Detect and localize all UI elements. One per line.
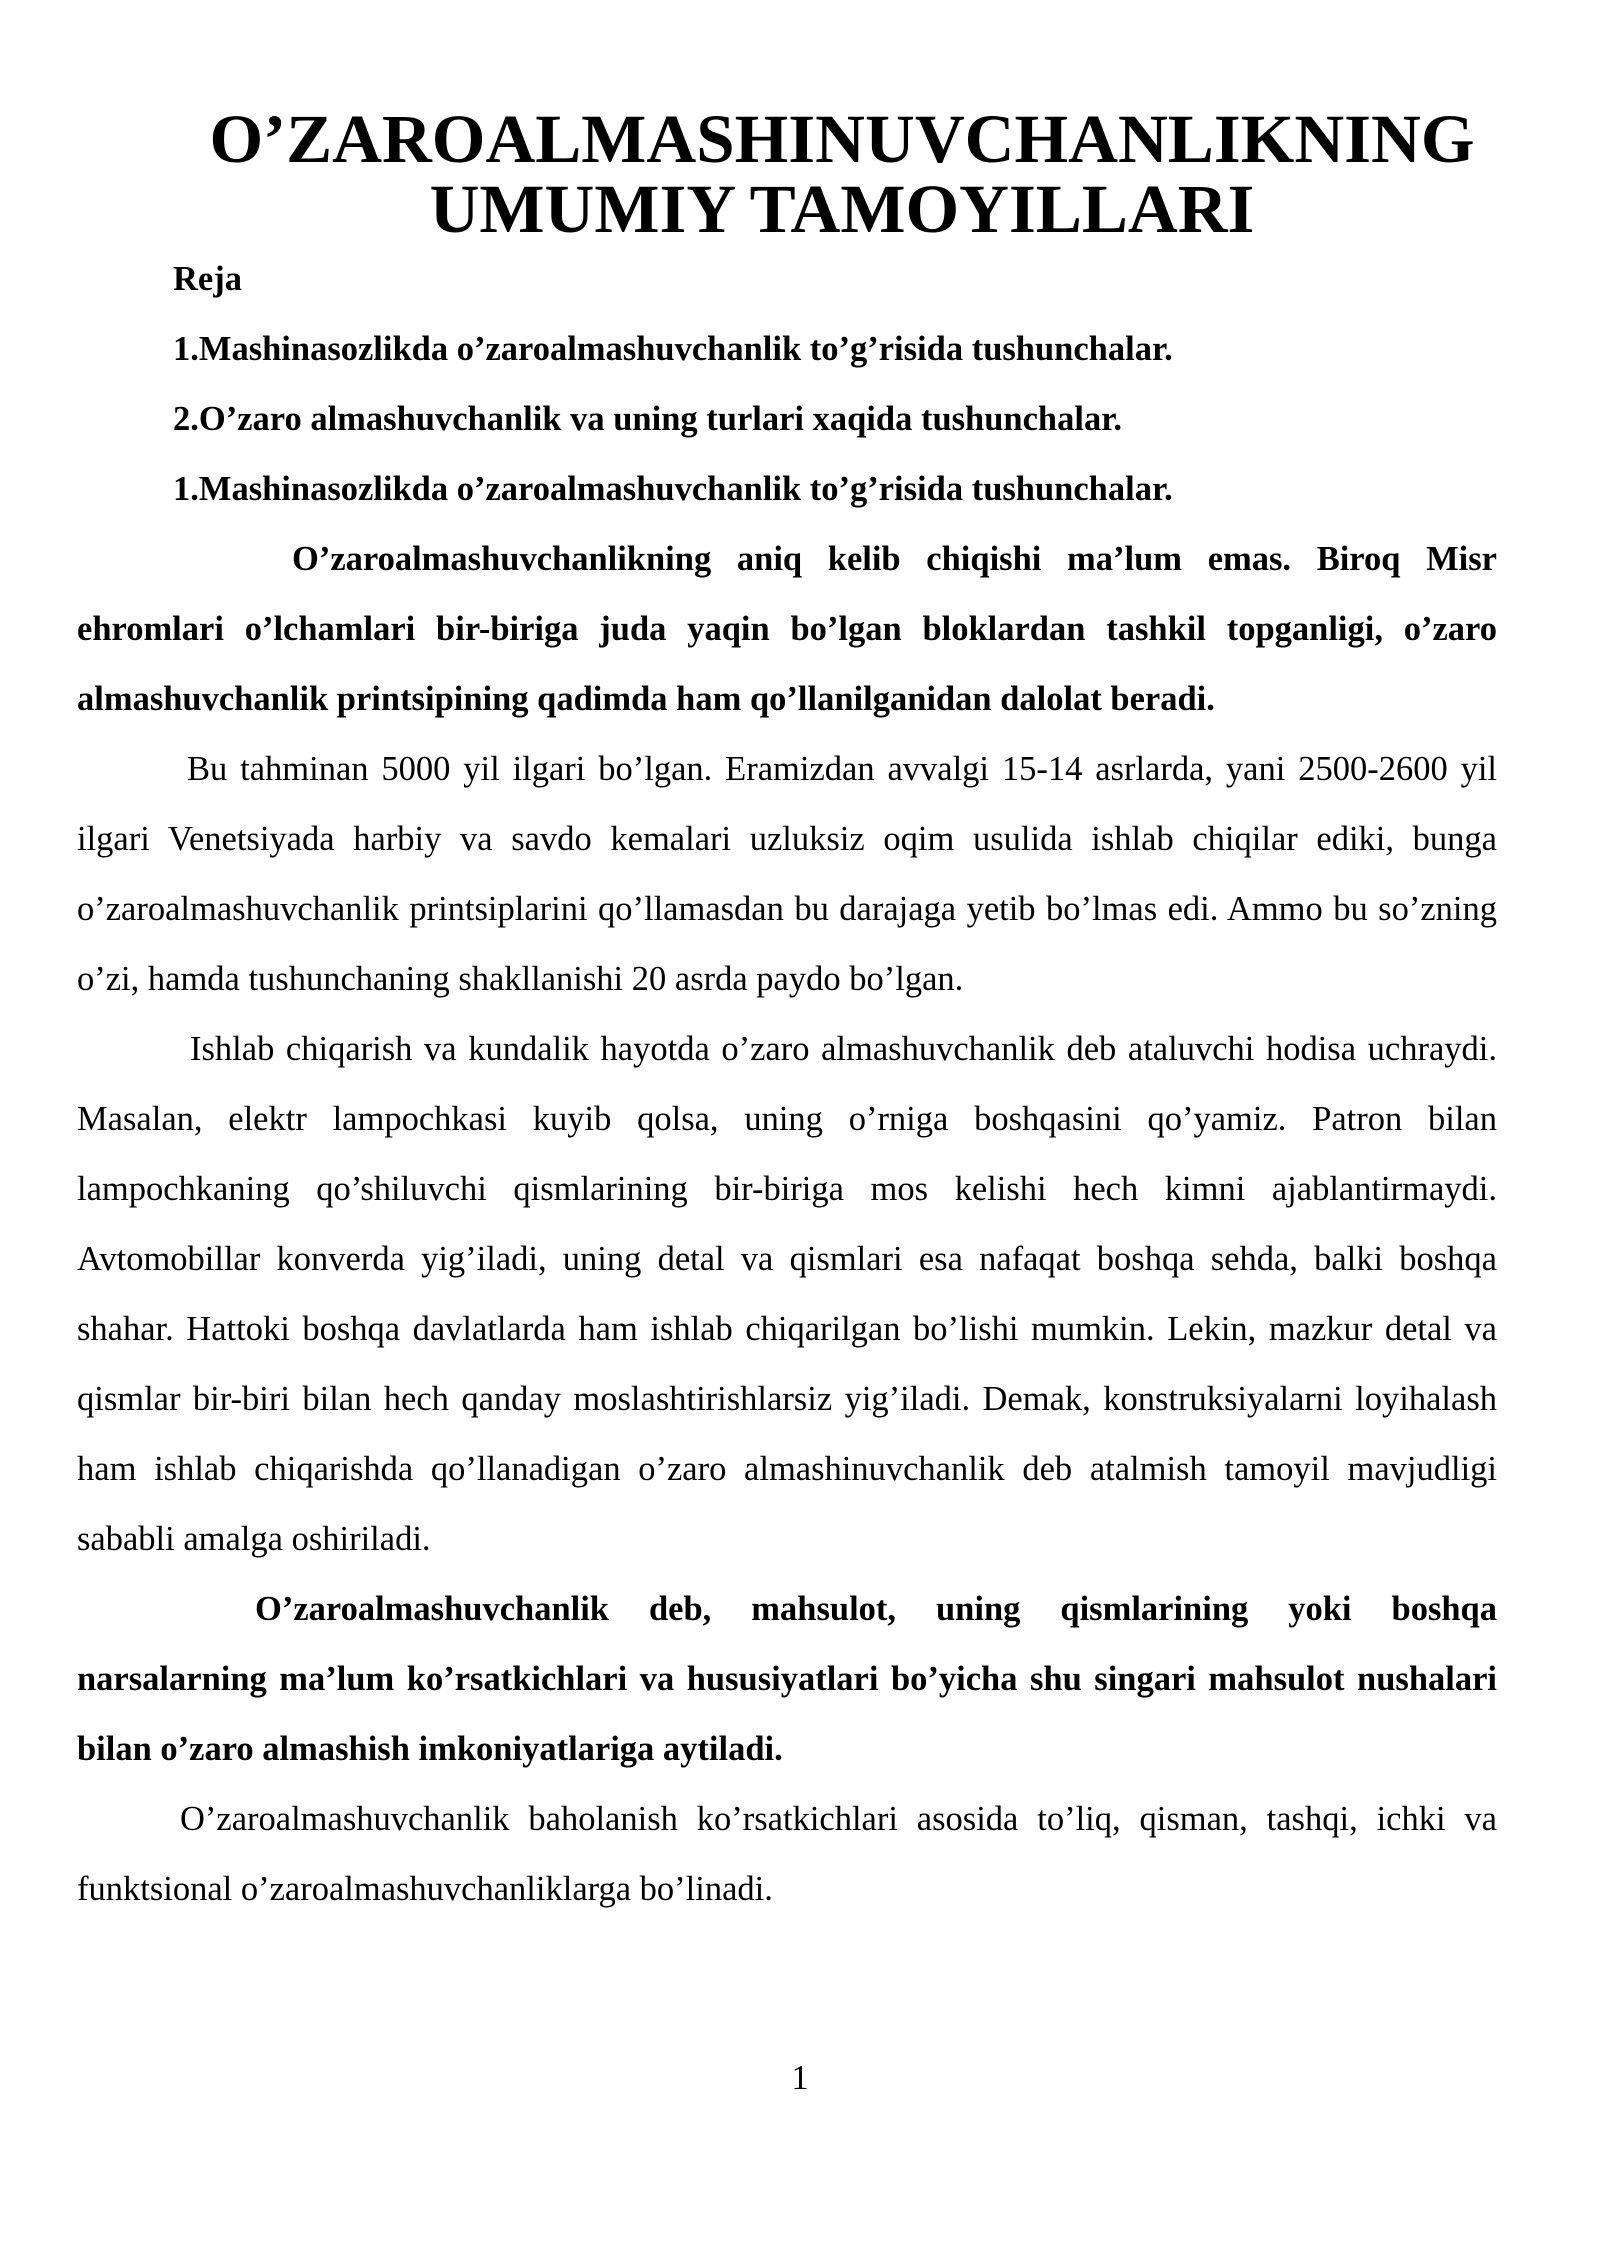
paragraph-history: Bu tahminan 5000 yil ilgari bo’lgan. Eramizdan avvalgi 15-14 asrlarda, yani 2500-2600 yil ilgari Venetsiyada harbiy va savdo kemalari uzluksiz oqim usulida ishlab chiqilar ediki, bunga o’zaroalmashuvchanlik printsiplarini qo’llamasdan bu darajaga yetib bo’lmas edi. Ammo bu so’zning o’zi, hamda tushunchaning shakllanishi 20 asrda paydo bo’lgan. (77, 750, 1497, 998)
page-number: 1 (791, 2059, 809, 2097)
section-heading: 1.Mashinasozlikda o’zaroalmashuvchanlik to’g’risida tushunchalar. (173, 470, 1173, 508)
paragraph-examples: Ishlab chiqarish va kundalik hayotda o’zaro almashuvchanlik deb ataluvchi hodisa uchraydi. Masalan, elektr lampochkasi kuyib qolsa, uning o’rniga boshqasini qo’yamiz. Patron bilan lampochkaning qo’shiluvchi qismlarining bir-biriga mos kelishi hech kimni ajablantirmaydi. Avtomobillar konverda yig’iladi, uning detal va qismlari esa nafaqat boshqa sehda, balki boshqa shahar. Hattoki boshqa davlatlarda ham ishlab chiqarilgan bo’lishi mumkin. Lekin, mazkur detal va qismlar bir-biri bilan hech qanday moslashtirishlarsiz yig’iladi. Demak, konstruksiyalarni loyihalash ham ishlab chiqarishda qo’llanadigan o’zaro almashinuvchanlik deb atalmish tamoyil mavjudligi sababli amalga oshiriladi. (77, 1030, 1497, 1558)
paragraph-classification: O’zaroalmashuvchanlik baholanish ko’rsatkichlari asosida to’liq, qisman, tashqi, ichki va funktsional o’zaroalmashuvchanliklarga bo’linadi. (77, 1800, 1497, 1908)
document-page (77, 101, 1497, 1924)
paragraph-origin: O’zaroalmashuvchanlikning aniq kelib chiqishi ma’lum emas. Biroq Misr ehromlari o’lchamlari bir-biriga juda yaqin bo’lgan bloklardan tashkil topganligi, o’zaro almashuvchanlik printsipining qadimda ham qo’llanilganidan dalolat beradi. (77, 540, 1497, 718)
paragraph-definition: O’zaroalmashuvchanlik deb, mahsulot, uning qismlarining yoki boshqa narsalarning ma’lum ko’rsatkichlari va hususiyatlari bo’yicha shu singari mahsulot nushalari bilan o’zaro almashish imkoniyatlariga aytiladi. (77, 1590, 1497, 1768)
plan-item-2: 2.O’zaro almashuvchanlik va uning turlari xaqida tushunchalar. (173, 400, 1122, 438)
document-title: O’ZAROALMASHINUVCHANLIKNING UMUMIY TAMOYILLARI (209, 101, 1475, 247)
plan-label: Reja (173, 260, 242, 298)
plan-item-1: 1.Mashinasozlikda o’zaroalmashuvchanlik to’g’risida tushunchalar. (173, 330, 1173, 368)
